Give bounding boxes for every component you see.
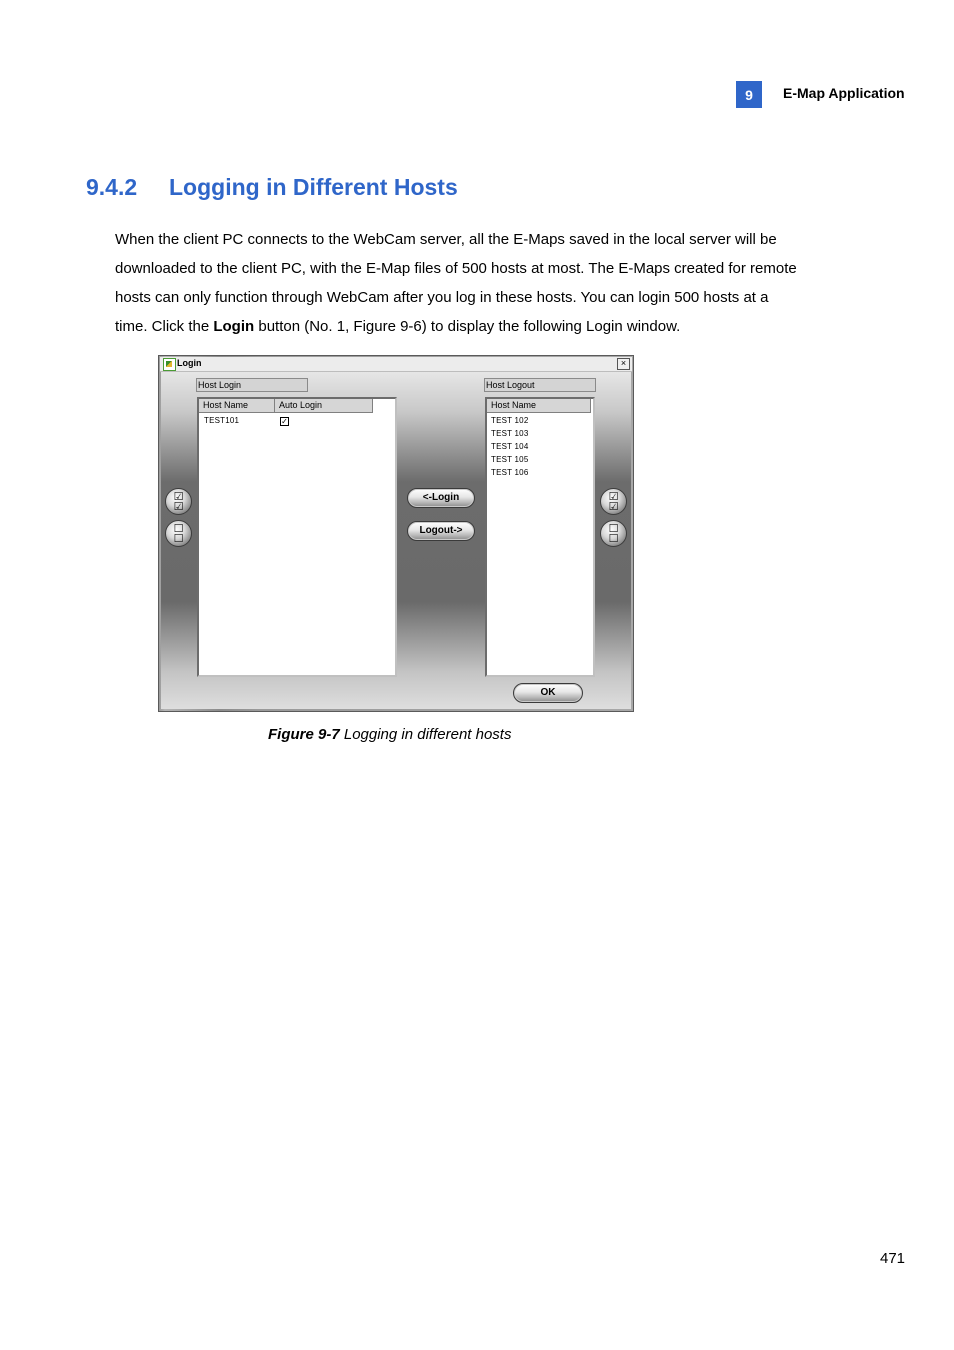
window-titlebar — [160, 357, 632, 372]
body-line: downloaded to the client PC, with the E-Map files of 500 hosts at most. The E-Maps created for remote — [115, 260, 797, 277]
uncheck-all-icon[interactable]: ☐ ☐ — [600, 520, 627, 547]
app-icon — [163, 358, 176, 371]
body-bold-term: Login — [213, 318, 255, 335]
host-login-label: Host Login — [196, 378, 308, 392]
body-text: time. Click the — [115, 318, 214, 335]
ok-button[interactable]: OK — [513, 683, 583, 703]
list-item-host[interactable]: TEST101 — [204, 416, 240, 425]
check-all-icon[interactable]: ☑ ☑ — [165, 488, 192, 515]
list-item-host[interactable]: TEST 106 — [491, 468, 529, 477]
section-title: Logging in Different Hosts — [169, 174, 458, 200]
host-login-list[interactable] — [197, 397, 397, 677]
window-title: Login — [177, 358, 202, 368]
figure-caption-text: Logging in different hosts — [339, 726, 512, 743]
host-logout-label: Host Logout — [484, 378, 596, 392]
body-line — [115, 312, 855, 341]
host-logout-list[interactable] — [485, 397, 595, 677]
figure-label: Figure 9-7 — [268, 726, 340, 743]
section-heading — [86, 174, 458, 201]
column-header-auto-login[interactable]: Auto Login — [275, 399, 373, 413]
list-item-host[interactable]: TEST 103 — [491, 429, 529, 438]
chapter-title: E-Map Application — [783, 85, 905, 101]
auto-login-checkbox[interactable]: ✓ — [281, 417, 288, 426]
uncheck-all-icon[interactable]: ☐ ☐ — [165, 520, 192, 547]
close-icon[interactable]: × — [617, 358, 630, 370]
body-line: When the client PC connects to the WebCam server, all the E-Maps saved in the local server will be — [115, 231, 777, 248]
list-item-host[interactable]: TEST 105 — [491, 455, 529, 464]
figure-caption — [268, 726, 511, 743]
column-header-host-name[interactable]: Host Name — [199, 399, 275, 413]
login-window — [158, 355, 634, 712]
body-line: hosts can only function through WebCam after you log in these hosts. You can login 500 hosts at a — [115, 289, 769, 306]
login-button[interactable]: <-Login — [407, 488, 475, 508]
list-item-host[interactable]: TEST 102 — [491, 416, 529, 425]
body-text: button (No. 1, Figure 9-6) to display the following Login window. — [254, 318, 681, 335]
logout-button[interactable]: Logout-> — [407, 521, 475, 541]
column-header-host-name[interactable]: Host Name — [487, 399, 591, 413]
list-item-host[interactable]: TEST 104 — [491, 442, 529, 451]
chapter-badge: 9 — [736, 81, 762, 108]
check-all-icon[interactable]: ☑ ☑ — [600, 488, 627, 515]
section-number: 9.4.2 — [86, 174, 138, 200]
page-number: 471 — [880, 1250, 906, 1267]
body-paragraph — [115, 225, 855, 341]
